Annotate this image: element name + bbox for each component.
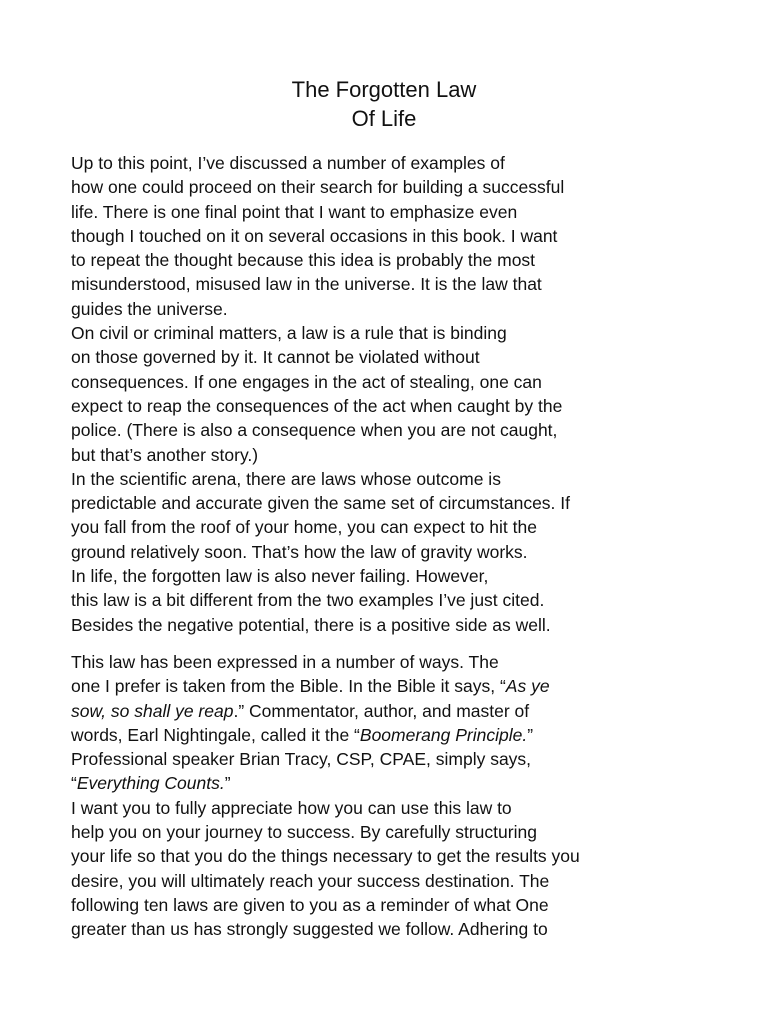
text-line: predictable and accurate given the same set of circumstances. If — [71, 493, 571, 514]
text-line: guides the universe. — [71, 298, 228, 319]
paragraph-1 — [71, 151, 671, 321]
paragraph-3 — [71, 467, 671, 564]
text-line: desire, you will ultimately reach your success destination. The — [71, 870, 550, 891]
text-segment: ” — [527, 724, 534, 745]
text-line: you fall from the roof of your home, you can expect to hit the — [71, 517, 537, 538]
text-segment: one I prefer is taken from the Bible. In the Bible it says, “ — [71, 676, 506, 697]
text-line: to repeat the thought because this idea is probably the most — [71, 250, 536, 271]
page-title-line-2: Of Life — [351, 106, 417, 131]
text-line: how one could proceed on their search for building a successful — [71, 177, 565, 198]
page-title-line-1: The Forgotten Law — [291, 77, 477, 102]
text-line: misunderstood, misused law in the universe. It is the law that — [71, 274, 542, 295]
text-line: but that’s another story.) — [71, 444, 259, 465]
quote-italic: As ye — [505, 676, 550, 697]
text-segment: “ — [71, 773, 77, 794]
paragraph-2 — [71, 321, 671, 467]
paragraph-gap — [71, 637, 671, 650]
text-line: In life, the forgotten law is also never failing. However, — [71, 566, 489, 587]
text-line: though I touched on it on several occasions in this book. I want — [71, 225, 558, 246]
text-line: your life so that you do the things necessary to get the results you — [71, 846, 580, 867]
text-line: Up to this point, I’ve discussed a number of examples of — [71, 153, 505, 173]
text-segment: ” — [224, 773, 231, 794]
text-line: In the scientific arena, there are laws whose outcome is — [71, 468, 501, 489]
quote-italic: Everything Counts. — [76, 773, 225, 794]
text-line: consequences. If one engages in the act of stealing, one can — [71, 371, 542, 392]
text-line: ground relatively soon. That’s how the law of gravity works. — [71, 541, 528, 562]
paragraph-6 — [71, 796, 671, 942]
text-line: help you on your journey to success. By carefully structuring — [71, 822, 537, 843]
text-line: Besides the negative potential, there is a positive side as well. — [71, 614, 551, 635]
text-line: greater than us has strongly suggested we follow. Adhering to — [71, 919, 548, 940]
text-line: Professional speaker Brian Tracy, CSP, CPAE, simply says, — [71, 749, 532, 770]
text-line: expect to reap the consequences of the act when caught by the — [71, 395, 563, 416]
text-segment: .” Commentator, author, and master of — [233, 700, 530, 721]
text-line: life. There is one final point that I want to emphasize even — [71, 201, 518, 222]
paragraph-5 — [71, 650, 671, 796]
text-line: I want you to fully appreciate how you can use this law to — [71, 797, 512, 818]
text-line: police. (There is also a consequence when you are not caught, — [71, 420, 558, 441]
quote-italic: sow, so shall ye reap — [71, 700, 234, 721]
text-line — [71, 699, 671, 723]
text-line: following ten laws are given to you as a reminder of what One — [71, 894, 549, 915]
document-body — [71, 151, 671, 942]
quote-italic: Boomerang Principle. — [359, 724, 528, 745]
text-segment: words, Earl Nightingale, called it the “ — [71, 724, 360, 745]
text-line: on those governed by it. It cannot be violated without — [71, 347, 480, 368]
text-line: This law has been expressed in a number of ways. The — [71, 651, 499, 672]
text-line — [71, 723, 671, 747]
text-line: On civil or criminal matters, a law is a rule that is binding — [71, 323, 507, 344]
paragraph-4 — [71, 564, 671, 637]
text-line: this law is a bit different from the two examples I’ve just cited. — [71, 590, 545, 611]
text-line — [71, 771, 671, 795]
text-line — [71, 674, 671, 698]
